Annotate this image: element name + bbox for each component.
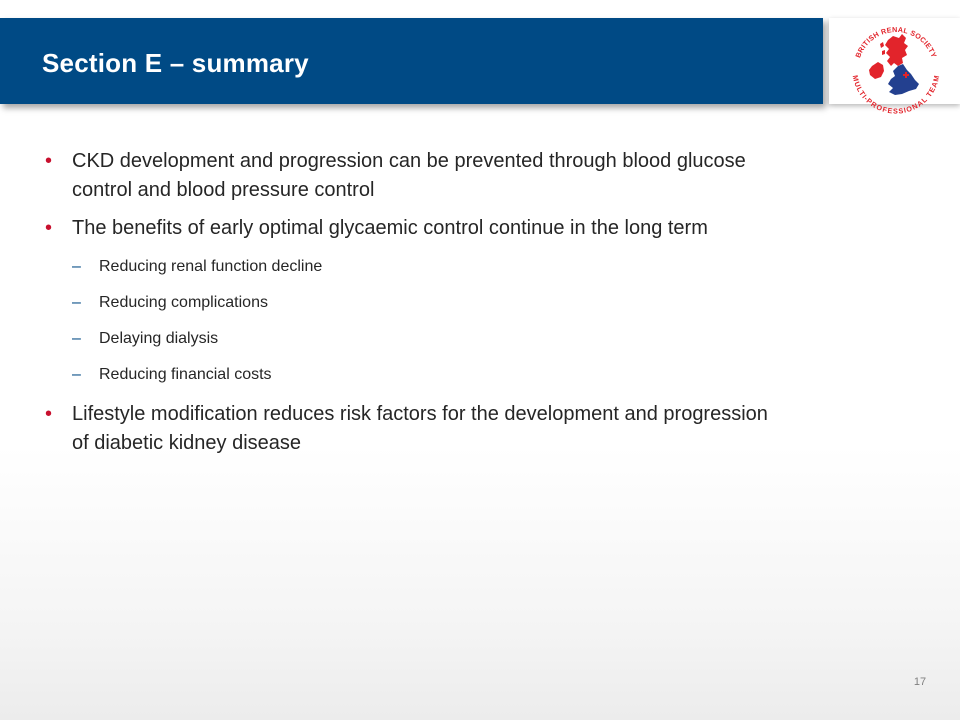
sub-bullet-marker: – (72, 258, 81, 275)
bullet-text-line: CKD development and progression can be prevented through blood glucose (72, 150, 746, 172)
logo-graphic (836, 14, 958, 118)
british-renal-society-logo (829, 18, 960, 116)
bullet-text-line: The benefits of early optimal glycaemic control continue in the long term (72, 217, 708, 239)
bullet-marker: • (45, 217, 53, 239)
sub-bullet-text: Reducing renal function decline (99, 258, 323, 275)
logo-text-top: BRITISH RENAL SOCIETY (853, 24, 939, 60)
bullet-text-line: of diabetic kidney disease (72, 432, 302, 454)
sub-bullet-marker: – (72, 294, 81, 311)
sub-bullet-marker: – (72, 366, 81, 383)
bullet-marker: • (45, 403, 53, 425)
map-south-shape (888, 64, 919, 95)
sub-bullet-text: Reducing financial costs (99, 366, 272, 383)
sub-bullet-text: Reducing complications (99, 294, 268, 311)
sub-bullet-item (72, 328, 899, 350)
logo-cross-v (905, 72, 907, 78)
sub-bullet-text: Delaying dialysis (99, 330, 219, 347)
map-ireland-shape (869, 62, 884, 79)
sub-bullet-marker: – (72, 330, 81, 347)
bullet-item (45, 147, 922, 205)
bullet-marker: • (45, 150, 53, 172)
bullet-item (45, 400, 922, 458)
bullet-item (45, 214, 922, 243)
sub-bullet-item (72, 256, 899, 278)
bullet-text-line: Lifestyle modification reduces risk factors for the development and progression (72, 403, 768, 425)
page-number: 17 (913, 676, 927, 688)
bullet-text-line: control and blood pressure control (72, 179, 375, 201)
slide-title: Section E – summary (42, 48, 309, 78)
sub-bullet-item (72, 364, 899, 386)
map-north-shape (885, 34, 908, 66)
sub-bullet-item (72, 292, 899, 314)
map-islands-shape (880, 42, 885, 55)
logo-text-bottom: MULTI-PROFESSIONAL TEAM (850, 74, 942, 116)
